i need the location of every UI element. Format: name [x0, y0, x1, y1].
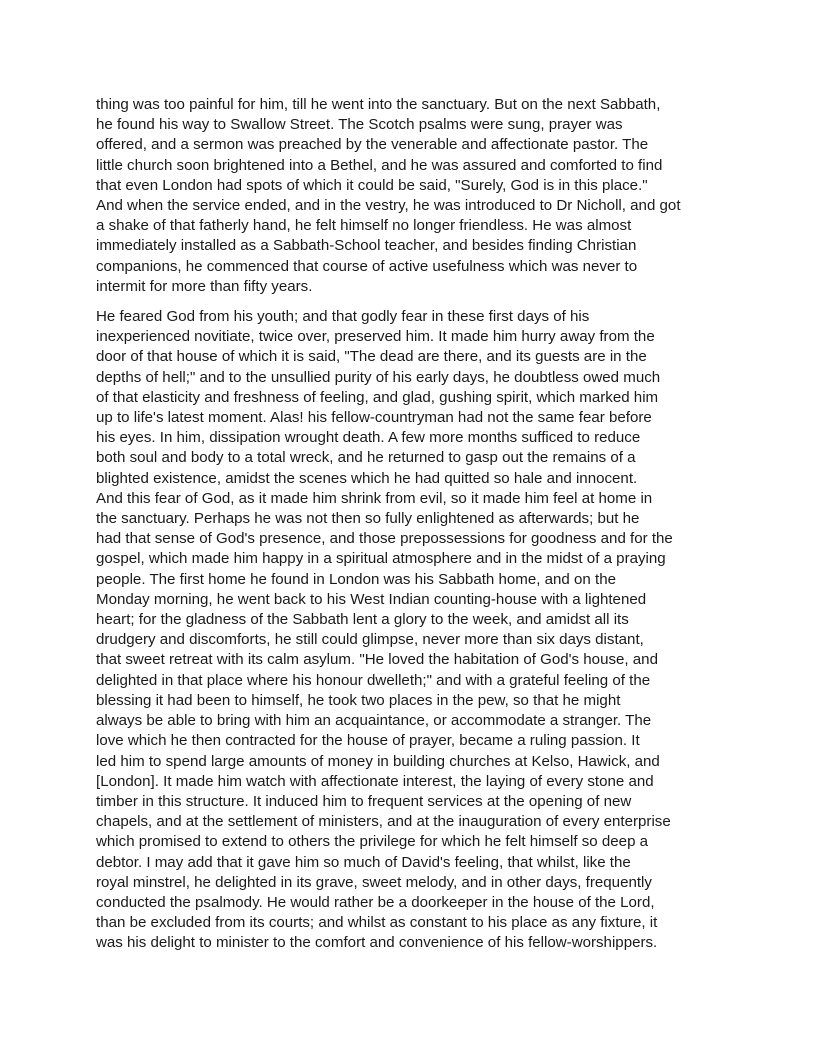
paragraph-sanctuary: thing was too painful for him, till he went into the sanctuary. But on the next Sabbath, he found his way to Swallow Street. The Scotch psalms were sung, prayer was offered, and a sermon was preached by the venerable and affectionate pastor. The little church soon brightened into a Bethel, and he was assured and comforted to find that even London had spots of which it could be said, "Surely, God is in this place." And when the service ended, and in the vestry, he was introduced to Dr Nicholl, and got a shake of that fatherly hand, he felt himself no longer friendless. He was almost immediately installed as a Sabbath-School teacher, and besides finding Christian companions, he commenced that course of active usefulness which was never to intermit for more than fifty years. — [96, 96, 681, 295]
document-page — [96, 95, 722, 954]
paragraph-godly-fear: He feared God from his youth; and that godly fear in these first days of his inexperienced novitiate, twice over, preserved him. It made him hurry away from the door of that house of which it is said, "The dead are there, and its guests are in the depths of hell;" and to the unsullied purity of his early days, he doubtless owed much of that elasticity and freshness of feeling, and glad, gushing spirit, which marked him up to life's latest moment. Alas! his fellow-countryman had not the same fear before his eyes. In him, dissipation wrought death. A few more months sufficed to reduce both soul and body to a total wreck, and he returned to gasp out the remains of a blighted existence, amidst the scenes which he had quitted so hale and innocent. And this fear of God, as it made him shrink from evil, so it made him feel at home in the sanctuary. Perhaps he was not then so fully enlightened as afterwards; but he had that sense of God's presence, and those prepossessions for goodness and for the gospel, which made him happy in a spiritual atmosphere and in the midst of a praying people. The first home he found in London was his Sabbath home, and on the Monday morning, he went back to his West Indian counting-house with a lightened heart; for the gladness of the Sabbath lent a glory to the week, and amidst all its drudgery and discomforts, he still could glimpse, never more than six days distant, that sweet retreat with its calm asylum. "He loved the habitation of God's house, and delighted in that place where his honour dwelleth;" and with a grateful feeling of the blessing it had been to himself, he took two places in the pew, so that he might always be able to bring with him an acquaintance, or accommodate a stranger. The love which he then contracted for the house of prayer, became a ruling passion. It led him to spend large amounts of money in building churches at Kelso, Hawick, and [London]. It made him watch with affectionate interest, the laying of every stone and timber in this structure. It induced him to frequent services at the opening of new chapels, and at the settlement of ministers, and at the inauguration of every enterprise which promised to extend to others the privilege for which he felt himself so deep a debtor. I may add that it gave him so much of David's feeling, that whilst, like the royal minstrel, he delighted in its grave, sweet melody, and in other days, frequently conducted the psalmody. He would rather be a doorkeeper in the house of the Lord, than be excluded from its courts; and whilst as constant to his place as any fixture, it was his delight to minister to the comfort and convenience of his fellow-worshippers. — [96, 308, 673, 952]
